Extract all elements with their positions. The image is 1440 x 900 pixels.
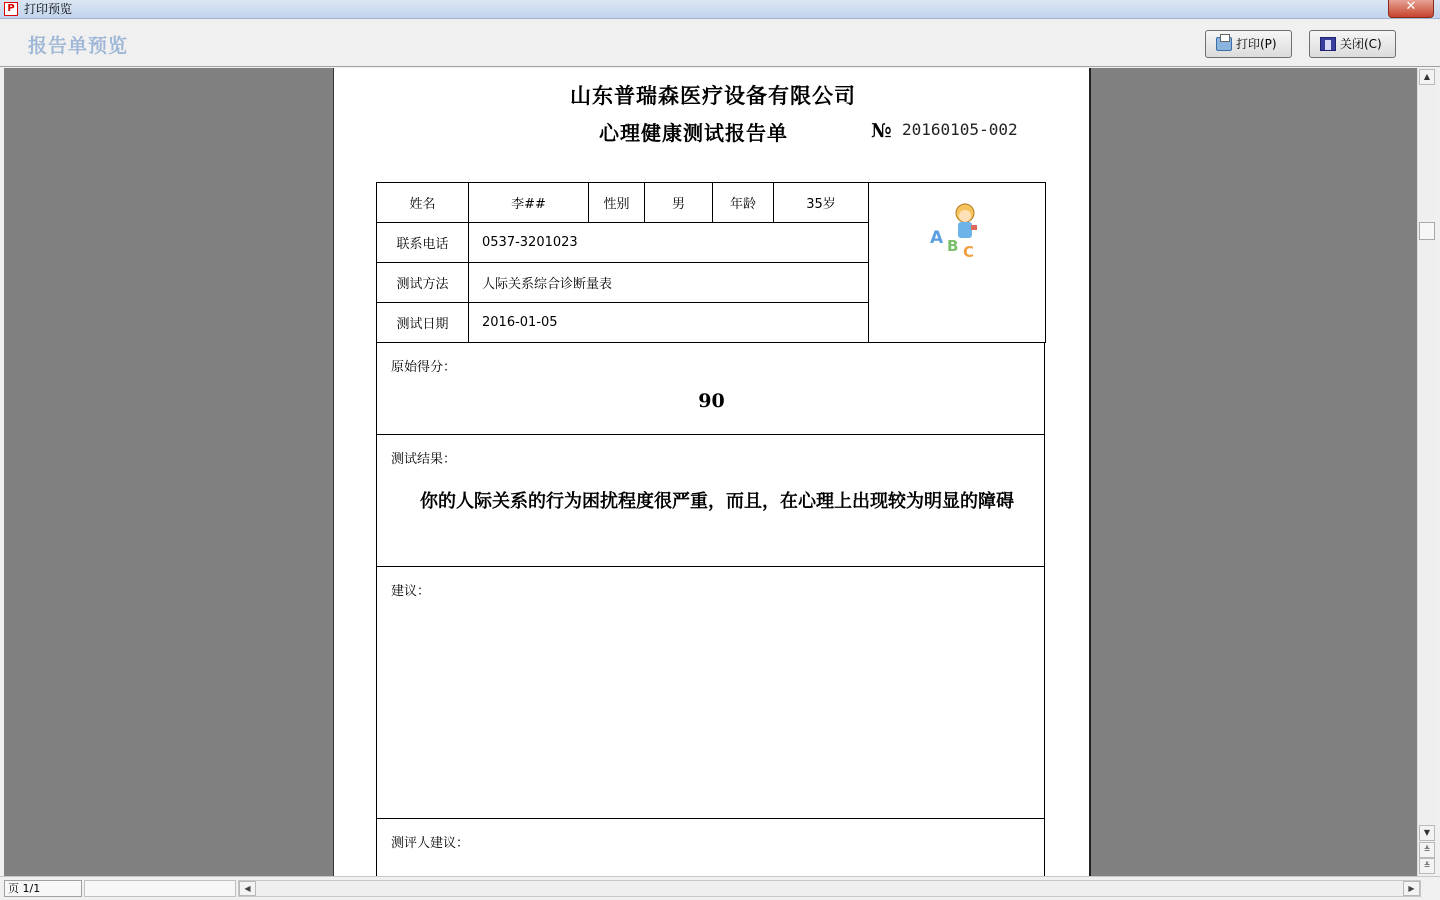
result-label: 测试结果：	[391, 452, 457, 467]
printer-icon	[1216, 37, 1232, 51]
close-button-label: 关闭(C)	[1340, 37, 1382, 51]
status-panel	[84, 880, 236, 897]
tester-advice-label: 测评人建议：	[391, 836, 470, 851]
age-label: 年龄	[713, 183, 774, 223]
previous-page-icon[interactable]: ≜	[1419, 842, 1435, 858]
page-indicator: 页 1/1	[4, 880, 82, 897]
score-value: 90	[698, 390, 725, 412]
next-page-icon[interactable]: ≚	[1419, 858, 1435, 874]
scroll-down-icon[interactable]: ▼	[1419, 825, 1435, 841]
date-label: 测试日期	[377, 303, 469, 343]
result-section	[376, 434, 1045, 567]
svg-text:C: C	[963, 243, 975, 261]
phone-value: 0537-3201023	[469, 223, 869, 263]
gender-value: 男	[645, 183, 713, 223]
photo-cell	[869, 183, 1046, 343]
method-label: 测试方法	[377, 263, 469, 303]
preview-heading: 报告单预览	[28, 35, 129, 57]
svg-text:B: B	[947, 237, 959, 255]
report-title: 心理健康测试报告单	[599, 121, 788, 145]
scroll-up-icon[interactable]: ▲	[1419, 69, 1435, 85]
print-button-label: 打印(P)	[1236, 37, 1277, 51]
svg-text:A: A	[930, 228, 944, 248]
preview-area[interactable]	[4, 68, 1417, 876]
vertical-scrollbar[interactable]	[1417, 68, 1436, 876]
toolbar	[0, 19, 1440, 67]
name-value: 李##	[469, 183, 589, 223]
age-value: 35岁	[774, 183, 869, 223]
app-logo-icon: P	[4, 2, 18, 16]
horizontal-scrollbar[interactable]	[238, 880, 1421, 897]
window-title-bar	[0, 0, 1440, 19]
company-name: 山东普瑞森医疗设备有限公司	[570, 83, 856, 108]
name-label: 姓名	[377, 183, 469, 223]
report-number: 20160105-002	[902, 120, 1018, 139]
number-symbol: №	[871, 120, 892, 142]
cartoon-child-abc-icon	[927, 199, 991, 263]
patient-info-table	[376, 182, 1046, 343]
advice-section	[376, 566, 1045, 819]
exit-door-icon	[1320, 37, 1336, 51]
status-bar	[0, 876, 1440, 900]
phone-label: 联系电话	[377, 223, 469, 263]
window-close-button[interactable]: ✕	[1388, 0, 1434, 18]
report-page	[333, 68, 1091, 876]
print-button[interactable]	[1205, 30, 1292, 58]
tester-advice-section	[376, 818, 1045, 876]
close-button[interactable]	[1309, 30, 1396, 58]
vertical-scroll-thumb[interactable]	[1419, 222, 1435, 240]
date-value: 2016-01-05	[469, 303, 869, 343]
window-title: 打印预览	[24, 2, 73, 16]
scroll-left-icon[interactable]: ◀	[239, 881, 256, 896]
result-text: 你的人际关系的行为困扰程度很严重，而且，在心理上出现较为明显的障碍	[420, 491, 1014, 512]
score-section	[376, 342, 1045, 435]
score-label: 原始得分：	[391, 360, 457, 375]
method-value: 人际关系综合诊断量表	[469, 263, 869, 303]
gender-label: 性别	[589, 183, 645, 223]
scroll-right-icon[interactable]: ▶	[1403, 881, 1420, 896]
advice-label: 建议：	[391, 584, 431, 599]
